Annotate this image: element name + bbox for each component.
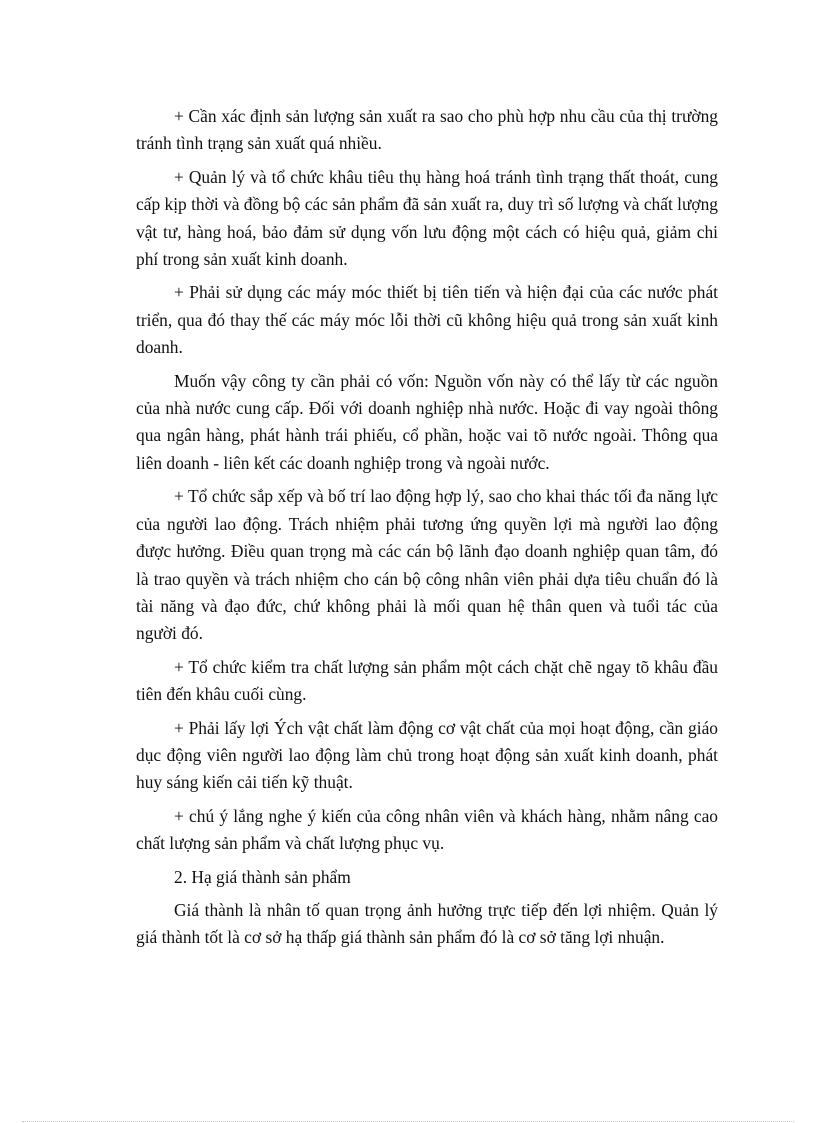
page-bottom-divider <box>22 1121 794 1122</box>
paragraph-consumption-management: + Quản lý và tổ chức khâu tiêu thụ hàng hoá tránh tình trạng thất thoát, cung cấp kịp thời và đồng bộ các sản phẩm đã sản xuất ra, duy trì số lượng và chất lượng vật tư, hàng hoá, bảo đảm sử dụng vốn lưu động một cách có hiệu quả, giảm chi phí trong sản xuất kinh doanh. <box>136 166 718 270</box>
paragraph-capital-sources: Muốn vậy công ty cần phải có vốn: Nguồn vốn này có thể lấy từ các nguồn của nhà nước cung cấp. Đối với doanh nghiệp nhà nước. Hoặc đi vay ngoài thông qua ngân hàng, phát hành trái phiếu, cổ phần, hoặc vai tõ nước ngoài. Thông qua liên doanh - liên kết các doanh nghiệp trong và ngoài nước. <box>136 370 718 473</box>
section-heading: 2. Hạ giá thành sản phẩm <box>174 866 351 887</box>
paragraph-listen-feedback: + chú ý lắng nghe ý kiến của công nhân viên và khách hàng, nhằm nâng cao chất lượng sản phẩm và chất lượng phục vụ. <box>136 805 718 854</box>
page-body <box>136 103 718 958</box>
paragraph-material-incentives: + Phải lấy lợi Ých vật chất làm động cơ vật chất của mọi hoạt động, cần giáo dục động viên người lao động làm chủ trong hoạt động sản xuất kinh doanh, phát huy sáng kiến cải tiến kỹ thuật. <box>136 717 718 793</box>
paragraph-modern-equipment: + Phải sử dụng các máy móc thiết bị tiên tiến và hiện đại của các nước phát triển, qua đó thay thế các máy móc lỗi thời cũ không hiệu quả trong sản xuất kinh doanh. <box>136 282 718 358</box>
paragraph-cost-reduction: Giá thành là nhân tố quan trọng ảnh hưởng trực tiếp đến lợi nhiệm. Quản lý giá thành tốt là cơ sở hạ thấp giá thành sản phẩm đó là cơ sở tăng lợi nhuận. <box>136 899 718 948</box>
paragraph-output-volume: + Cần xác định sản lượng sản xuất ra sao cho phù hợp nhu cầu của thị trường tránh tình trạng sản xuất quá nhiều. <box>136 106 718 154</box>
paragraph-quality-control: + Tổ chức kiểm tra chất lượng sản phẩm một cách chặt chẽ ngay tõ khâu đầu tiên đến khâu cuối cùng. <box>136 656 718 705</box>
paragraph-labor-organization: + Tổ chức sắp xếp và bố trí lao động hợp lý, sao cho khai thác tối đa năng lực của người lao động. Trách nhiệm phải tương ứng quyền lợi mà người lao động được hưởng. Điều quan trọng mà các cán bộ lãnh đạo doanh nghiệp quan tâm, đó là trao quyền và trách nhiệm cho cán bộ công nhân viên phải dựa tiêu chuẩn đó là tài năng và đạo đức, chứ không phải là mối quan hệ thân quen và tuổi tác của người đó. <box>136 486 718 644</box>
